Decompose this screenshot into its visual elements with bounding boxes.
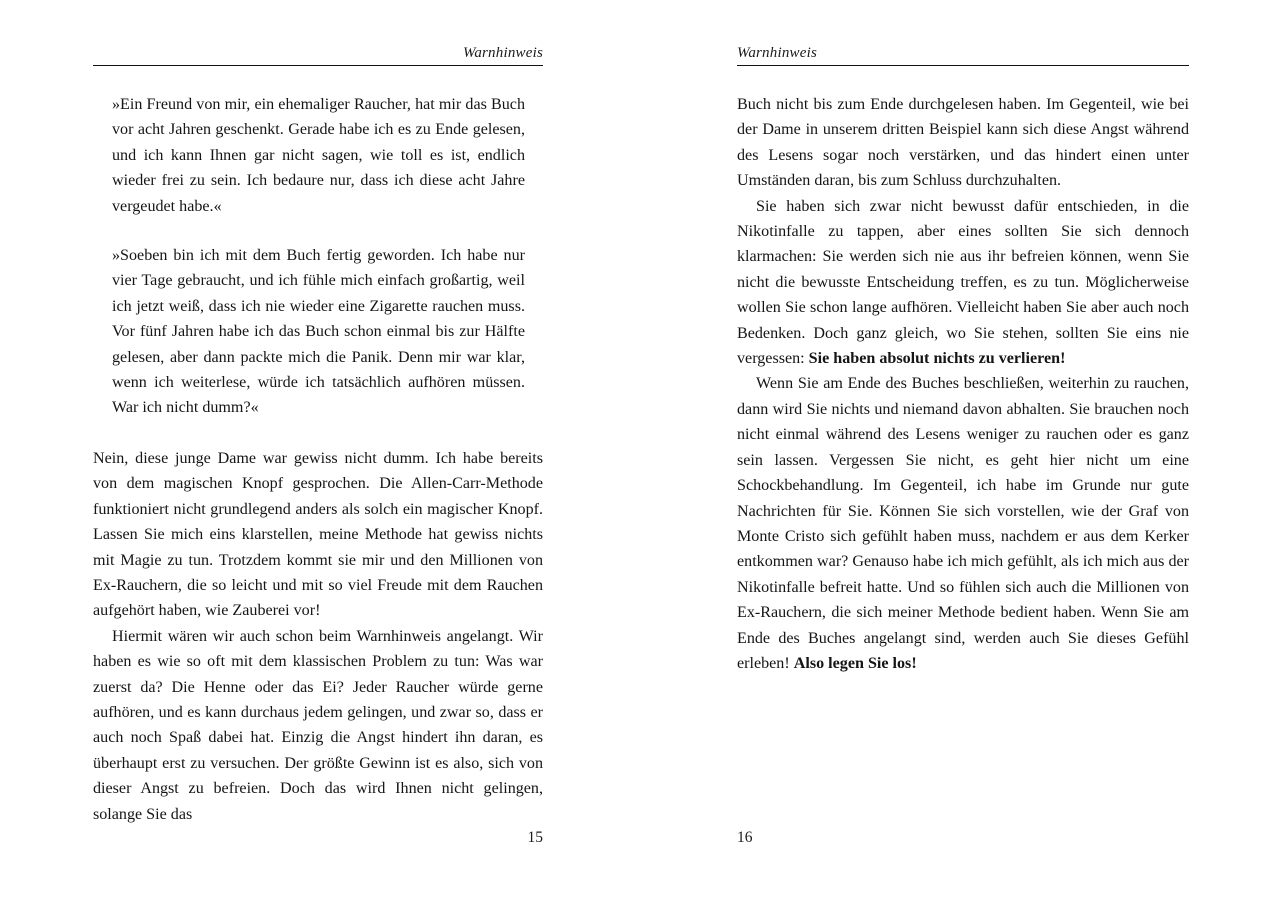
emphasis-bold: Sie haben absolut nichts zu verlieren! <box>808 350 1066 368</box>
page-right <box>641 0 1282 909</box>
spacer <box>93 219 543 243</box>
page-left-content <box>93 44 543 827</box>
header-rule-left <box>93 65 543 66</box>
body-paragraph: Buch nicht bis zum Ende durchgelesen haben. Im Gegenteil, wie bei der Dame in unserem dritten Beispiel kann sich diese Angst während des Lesens sogar noch verstärken, und das hindert einen unter Umständen daran, bis zum Schluss durchzuhalten. <box>737 96 1189 190</box>
emphasis-bold: Also legen Sie los! <box>793 654 917 672</box>
page-number-left: 15 <box>527 829 543 846</box>
running-head-right: Warnhinweis <box>737 45 817 61</box>
page-number-right: 16 <box>737 829 753 846</box>
body-paragraph: Nein, diese junge Dame war gewiss nicht dumm. Ich habe bereits von dem magischen Knopf gesprochen. Die Allen-Carr-Methode funktioniert nicht grundlegend anders als solch ein magischer Knopf. Lassen Sie mich eins klarstellen, meine Methode hat gewiss nichts mit Magie zu tun. Trotzdem kommt sie mir und den Millionen von Ex-Rauchern, die so leicht und mit so viel Freude mit dem Rauchen aufgehört haben, wie Zauberei vor! <box>93 449 543 620</box>
body-paragraph: Sie haben sich zwar nicht bewusst dafür entschieden, in die Nikotinfalle zu tappen, aber eines sollten Sie sich dennoch klarmachen: Sie werden sich nie aus ihr befreien können, wenn Sie nicht die bewusste Entscheidung treffen, es zu tun. Möglicherweise wollen Sie schon lange aufhören. Vielleicht haben Sie aber auch noch Bedenken. Doch ganz gleich, wo Sie stehen, sollten Sie eins nie vergessen: Sie haben absolut nichts zu verlieren! <box>737 197 1189 368</box>
body-text-right <box>737 92 1189 676</box>
body-paragraph: Wenn Sie am Ende des Buches beschließen, weiterhin zu rauchen, dann wird Sie nichts und niemand davon abhalten. Sie brauchen noch nicht einmal während des Lesens weniger zu rauchen oder es ganz sein lassen. Vergessen Sie nicht, es geht hier nicht um eine Schockbehandlung. Im Gegenteil, ich habe im Grunde nur gute Nachrichten für Sie. Können Sie sich vorstellen, wie der Graf von Monte Cristo sich gefühlt haben muss, nachdem er aus dem Kerker entkommen war? Genauso habe ich mich gefühlt, als ich mich aus der Nikotinfalle befreit hatte. Und so fühlen sich auch die Millionen von Ex-Rauchern, die sich meiner Methode bedient haben. Wenn Sie am Ende des Buches angelangt sind, werden auch Sie dieses Gefühl erleben! Also legen Sie los! <box>737 375 1189 672</box>
blockquote-first <box>112 92 525 219</box>
running-head-left: Warnhinweis <box>463 45 543 61</box>
body-text-left <box>93 92 543 827</box>
header-rule-right <box>737 65 1189 66</box>
spacer <box>93 421 543 446</box>
quote-paragraph: »Soeben bin ich mit dem Buch fertig geworden. Ich habe nur vier Tage gebraucht, und ich fühle mich einfach großartig, weil ich jetzt weiß, dass ich nie wieder eine Zigarette rauchen muss. Vor fünf Jahren habe ich das Buch schon einmal bis zur Hälfte gelesen, aber dann packte mich die Panik. Denn mir war klar, wenn ich weiterlese, würde ich tatsächlich aufhören müssen. War ich nicht dumm?« <box>112 247 525 417</box>
blockquote-second <box>112 243 525 421</box>
body-paragraph: Hiermit wären wir auch schon beim Warnhinweis angelangt. Wir haben es wie so oft mit dem klassischen Problem zu tun: Was war zuerst da? Die Henne oder das Ei? Jeder Raucher würde gerne aufhören, und es kann durchaus jedem gelingen, und zwar so, dass er auch noch Spaß dabei hat. Einzig die Angst hindert ihn daran, es überhaupt erst zu versuchen. Der größte Gewinn ist es also, sich von dieser Angst zu befreien. Doch das wird Ihnen nicht gelingen, solange Sie das <box>93 627 543 823</box>
quote-paragraph: »Ein Freund von mir, ein ehemaliger Raucher, hat mir das Buch vor acht Jahren geschenkt. Gerade habe ich es zu Ende gelesen, und ich kann Ihnen gar nicht sagen, wie toll es ist, endlich wieder frei zu sein. Ich bedaure nur, dass ich diese acht Jahre vergeudet habe.« <box>112 96 525 215</box>
page-right-content <box>737 44 1189 676</box>
